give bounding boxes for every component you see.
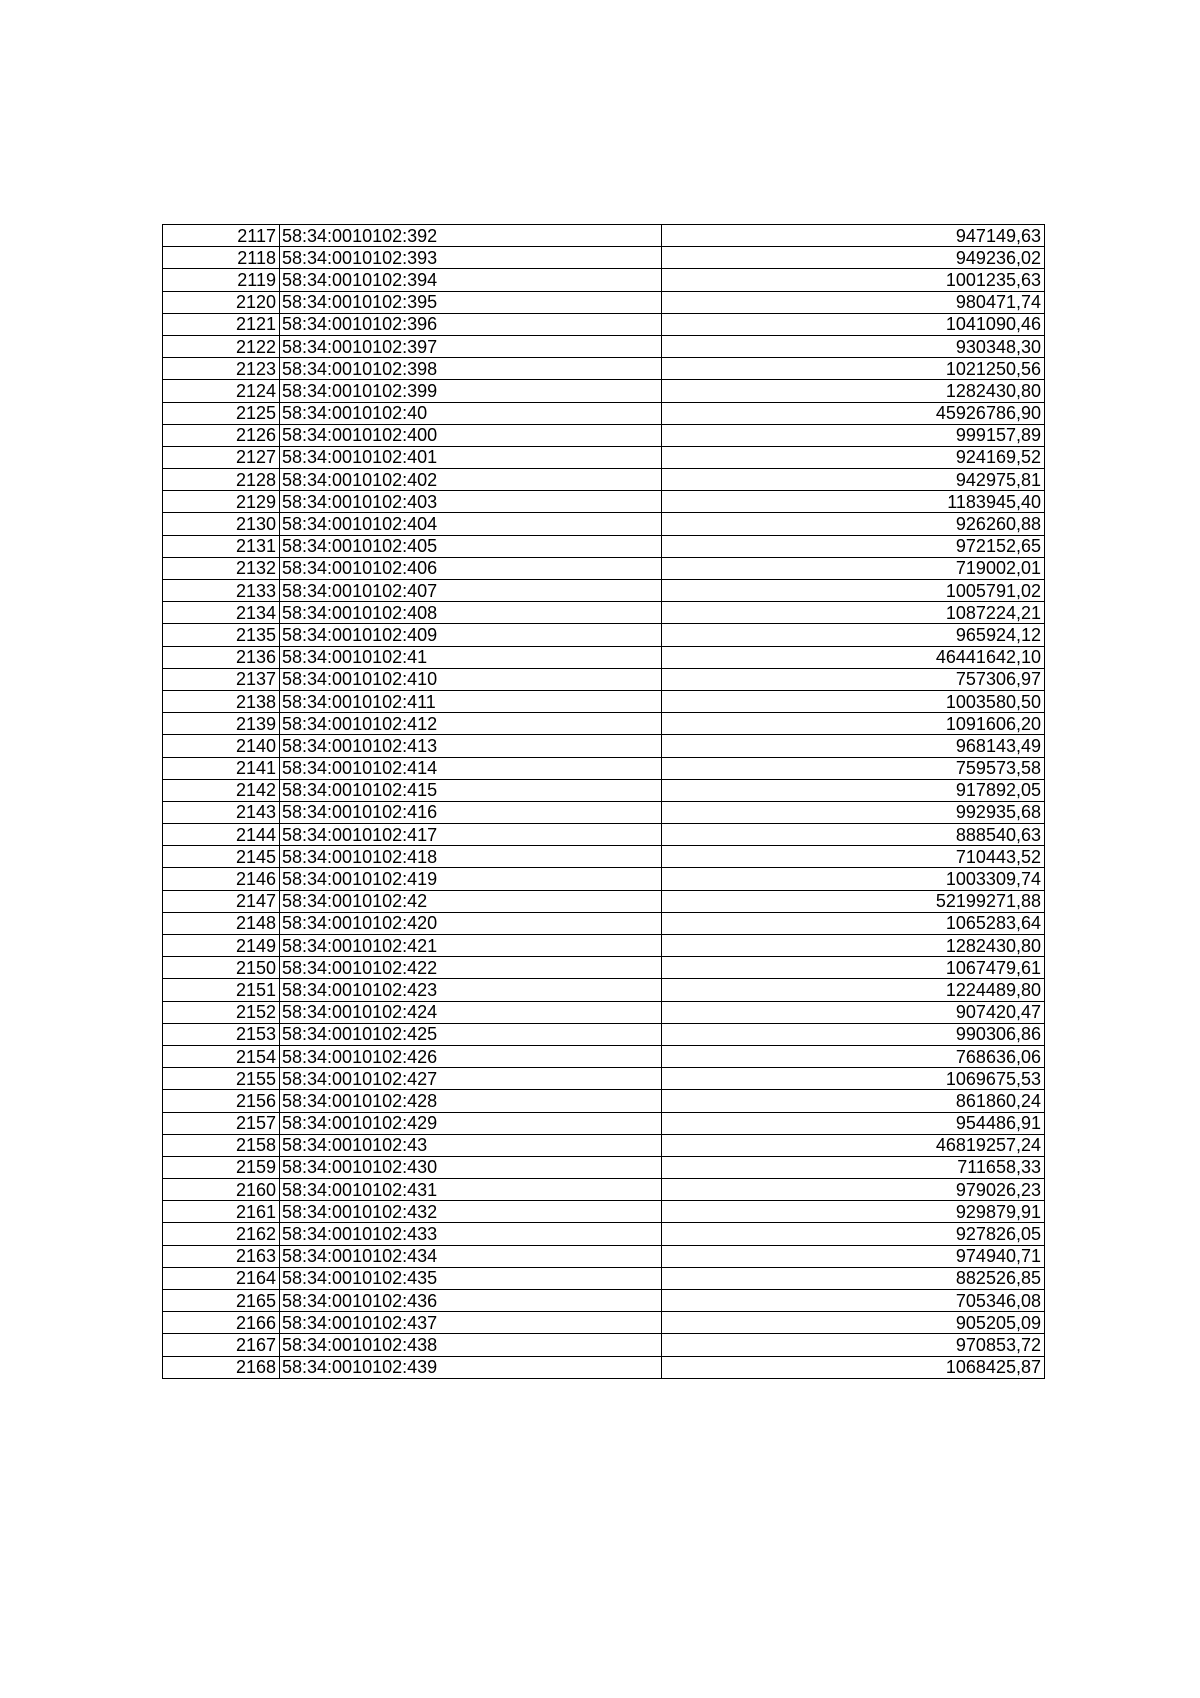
table-row: [163, 247, 1045, 269]
row-number-cell: 2126: [163, 424, 280, 446]
table-row: [163, 380, 1045, 402]
row-number-cell: 2154: [163, 1045, 280, 1067]
table-body: [163, 225, 1045, 1379]
cadastral-number-cell: 58:34:0010102:40: [280, 402, 662, 424]
cadastral-value-cell: 52199271,88: [662, 890, 1045, 912]
cadastral-value-cell: 954486,91: [662, 1112, 1045, 1134]
cadastral-number-cell: 58:34:0010102:430: [280, 1156, 662, 1178]
cadastral-value-cell: 1224489,80: [662, 979, 1045, 1001]
cadastral-number-cell: 58:34:0010102:405: [280, 535, 662, 557]
cadastral-value-table: [162, 224, 1045, 1379]
row-number-cell: 2124: [163, 380, 280, 402]
row-number-cell: 2163: [163, 1245, 280, 1267]
cadastral-value-cell: 970853,72: [662, 1334, 1045, 1356]
table-row: [163, 935, 1045, 957]
table-row: [163, 624, 1045, 646]
cadastral-number-cell: 58:34:0010102:408: [280, 602, 662, 624]
row-number-cell: 2153: [163, 1023, 280, 1045]
row-number-cell: 2140: [163, 735, 280, 757]
cadastral-number-cell: 58:34:0010102:431: [280, 1179, 662, 1201]
cadastral-number-cell: 58:34:0010102:432: [280, 1201, 662, 1223]
table-row: [163, 912, 1045, 934]
row-number-cell: 2151: [163, 979, 280, 1001]
cadastral-number-cell: 58:34:0010102:416: [280, 801, 662, 823]
table-row: [163, 1068, 1045, 1090]
cadastral-value-cell: 947149,63: [662, 225, 1045, 247]
cadastral-number-cell: 58:34:0010102:407: [280, 580, 662, 602]
cadastral-number-cell: 58:34:0010102:414: [280, 757, 662, 779]
cadastral-number-cell: 58:34:0010102:426: [280, 1045, 662, 1067]
row-number-cell: 2117: [163, 225, 280, 247]
table-row: [163, 491, 1045, 513]
cadastral-number-cell: 58:34:0010102:396: [280, 313, 662, 335]
cadastral-value-cell: 926260,88: [662, 513, 1045, 535]
cadastral-value-cell: 882526,85: [662, 1267, 1045, 1289]
cadastral-number-cell: 58:34:0010102:438: [280, 1334, 662, 1356]
cadastral-number-cell: 58:34:0010102:409: [280, 624, 662, 646]
table-row: [163, 1290, 1045, 1312]
table-row: [163, 358, 1045, 380]
cadastral-value-cell: 1005791,02: [662, 580, 1045, 602]
cadastral-number-cell: 58:34:0010102:433: [280, 1223, 662, 1245]
cadastral-value-cell: 711658,33: [662, 1156, 1045, 1178]
row-number-cell: 2159: [163, 1156, 280, 1178]
row-number-cell: 2156: [163, 1090, 280, 1112]
row-number-cell: 2139: [163, 713, 280, 735]
row-number-cell: 2168: [163, 1356, 280, 1378]
table-row: [163, 979, 1045, 1001]
table-row: [163, 225, 1045, 247]
cadastral-value-cell: 990306,86: [662, 1023, 1045, 1045]
table-row: [163, 469, 1045, 491]
table-row: [163, 580, 1045, 602]
cadastral-number-cell: 58:34:0010102:421: [280, 935, 662, 957]
row-number-cell: 2165: [163, 1290, 280, 1312]
table-row: [163, 424, 1045, 446]
row-number-cell: 2128: [163, 469, 280, 491]
row-number-cell: 2135: [163, 624, 280, 646]
row-number-cell: 2147: [163, 890, 280, 912]
cadastral-number-cell: 58:34:0010102:428: [280, 1090, 662, 1112]
row-number-cell: 2121: [163, 313, 280, 335]
cadastral-value-cell: 861860,24: [662, 1090, 1045, 1112]
row-number-cell: 2148: [163, 912, 280, 934]
cadastral-number-cell: 58:34:0010102:404: [280, 513, 662, 535]
table-row: [163, 1112, 1045, 1134]
cadastral-number-cell: 58:34:0010102:412: [280, 713, 662, 735]
row-number-cell: 2145: [163, 846, 280, 868]
cadastral-number-cell: 58:34:0010102:400: [280, 424, 662, 446]
cadastral-number-cell: 58:34:0010102:413: [280, 735, 662, 757]
row-number-cell: 2158: [163, 1134, 280, 1156]
cadastral-number-cell: 58:34:0010102:394: [280, 269, 662, 291]
row-number-cell: 2138: [163, 690, 280, 712]
row-number-cell: 2136: [163, 646, 280, 668]
cadastral-value-cell: 1003309,74: [662, 868, 1045, 890]
cadastral-value-cell: 1091606,20: [662, 713, 1045, 735]
cadastral-value-cell: 46819257,24: [662, 1134, 1045, 1156]
table-row: [163, 646, 1045, 668]
row-number-cell: 2133: [163, 580, 280, 602]
cadastral-value-cell: 1282430,80: [662, 380, 1045, 402]
table-row: [163, 1267, 1045, 1289]
cadastral-number-cell: 58:34:0010102:392: [280, 225, 662, 247]
row-number-cell: 2149: [163, 935, 280, 957]
cadastral-value-cell: 979026,23: [662, 1179, 1045, 1201]
row-number-cell: 2157: [163, 1112, 280, 1134]
document-page: [162, 224, 1044, 1379]
cadastral-number-cell: 58:34:0010102:420: [280, 912, 662, 934]
cadastral-number-cell: 58:34:0010102:399: [280, 380, 662, 402]
cadastral-number-cell: 58:34:0010102:429: [280, 1112, 662, 1134]
row-number-cell: 2167: [163, 1334, 280, 1356]
cadastral-value-cell: 705346,08: [662, 1290, 1045, 1312]
row-number-cell: 2143: [163, 801, 280, 823]
cadastral-value-cell: 768636,06: [662, 1045, 1045, 1067]
row-number-cell: 2150: [163, 957, 280, 979]
table-row: [163, 402, 1045, 424]
cadastral-value-cell: 1067479,61: [662, 957, 1045, 979]
cadastral-value-cell: 942975,81: [662, 469, 1045, 491]
table-row: [163, 1001, 1045, 1023]
cadastral-value-cell: 46441642,10: [662, 646, 1045, 668]
cadastral-number-cell: 58:34:0010102:42: [280, 890, 662, 912]
cadastral-value-cell: 1003580,50: [662, 690, 1045, 712]
row-number-cell: 2152: [163, 1001, 280, 1023]
row-number-cell: 2123: [163, 358, 280, 380]
cadastral-value-cell: 1087224,21: [662, 602, 1045, 624]
table-row: [163, 1223, 1045, 1245]
table-row: [163, 868, 1045, 890]
table-row: [163, 1356, 1045, 1378]
table-row: [163, 713, 1045, 735]
cadastral-number-cell: 58:34:0010102:403: [280, 491, 662, 513]
row-number-cell: 2155: [163, 1068, 280, 1090]
row-number-cell: 2125: [163, 402, 280, 424]
cadastral-value-cell: 992935,68: [662, 801, 1045, 823]
cadastral-number-cell: 58:34:0010102:424: [280, 1001, 662, 1023]
cadastral-number-cell: 58:34:0010102:436: [280, 1290, 662, 1312]
cadastral-value-cell: 1001235,63: [662, 269, 1045, 291]
cadastral-value-cell: 929879,91: [662, 1201, 1045, 1223]
cadastral-number-cell: 58:34:0010102:434: [280, 1245, 662, 1267]
cadastral-number-cell: 58:34:0010102:393: [280, 247, 662, 269]
cadastral-value-cell: 917892,05: [662, 779, 1045, 801]
cadastral-value-cell: 972152,65: [662, 535, 1045, 557]
table-row: [163, 690, 1045, 712]
cadastral-value-cell: 924169,52: [662, 446, 1045, 468]
table-row: [163, 291, 1045, 313]
row-number-cell: 2120: [163, 291, 280, 313]
cadastral-value-cell: 949236,02: [662, 247, 1045, 269]
table-row: [163, 1312, 1045, 1334]
row-number-cell: 2119: [163, 269, 280, 291]
cadastral-value-cell: 968143,49: [662, 735, 1045, 757]
table-row: [163, 1156, 1045, 1178]
table-row: [163, 513, 1045, 535]
row-number-cell: 2127: [163, 446, 280, 468]
cadastral-number-cell: 58:34:0010102:41: [280, 646, 662, 668]
cadastral-number-cell: 58:34:0010102:435: [280, 1267, 662, 1289]
table-row: [163, 446, 1045, 468]
cadastral-value-cell: 1282430,80: [662, 935, 1045, 957]
row-number-cell: 2164: [163, 1267, 280, 1289]
row-number-cell: 2146: [163, 868, 280, 890]
table-row: [163, 735, 1045, 757]
table-row: [163, 1045, 1045, 1067]
cadastral-number-cell: 58:34:0010102:406: [280, 557, 662, 579]
cadastral-value-cell: 999157,89: [662, 424, 1045, 446]
table-row: [163, 335, 1045, 357]
table-row: [163, 757, 1045, 779]
cadastral-value-cell: 888540,63: [662, 824, 1045, 846]
cadastral-value-cell: 757306,97: [662, 668, 1045, 690]
cadastral-value-cell: 930348,30: [662, 335, 1045, 357]
table-row: [163, 1023, 1045, 1045]
cadastral-number-cell: 58:34:0010102:415: [280, 779, 662, 801]
row-number-cell: 2142: [163, 779, 280, 801]
row-number-cell: 2160: [163, 1179, 280, 1201]
cadastral-number-cell: 58:34:0010102:439: [280, 1356, 662, 1378]
cadastral-number-cell: 58:34:0010102:425: [280, 1023, 662, 1045]
table-row: [163, 801, 1045, 823]
cadastral-value-cell: 907420,47: [662, 1001, 1045, 1023]
cadastral-value-cell: 719002,01: [662, 557, 1045, 579]
cadastral-value-cell: 759573,58: [662, 757, 1045, 779]
cadastral-value-cell: 710443,52: [662, 846, 1045, 868]
table-row: [163, 1090, 1045, 1112]
table-row: [163, 557, 1045, 579]
row-number-cell: 2144: [163, 824, 280, 846]
row-number-cell: 2162: [163, 1223, 280, 1245]
cadastral-number-cell: 58:34:0010102:402: [280, 469, 662, 491]
cadastral-value-cell: 1068425,87: [662, 1356, 1045, 1378]
cadastral-value-cell: 965924,12: [662, 624, 1045, 646]
table-row: [163, 535, 1045, 557]
row-number-cell: 2141: [163, 757, 280, 779]
cadastral-value-cell: 1069675,53: [662, 1068, 1045, 1090]
row-number-cell: 2161: [163, 1201, 280, 1223]
cadastral-value-cell: 1041090,46: [662, 313, 1045, 335]
cadastral-number-cell: 58:34:0010102:395: [280, 291, 662, 313]
table-row: [163, 1134, 1045, 1156]
table-row: [163, 1334, 1045, 1356]
cadastral-number-cell: 58:34:0010102:397: [280, 335, 662, 357]
row-number-cell: 2129: [163, 491, 280, 513]
cadastral-value-cell: 1183945,40: [662, 491, 1045, 513]
table-row: [163, 602, 1045, 624]
table-row: [163, 846, 1045, 868]
row-number-cell: 2132: [163, 557, 280, 579]
table-row: [163, 824, 1045, 846]
cadastral-value-cell: 1021250,56: [662, 358, 1045, 380]
cadastral-number-cell: 58:34:0010102:437: [280, 1312, 662, 1334]
cadastral-number-cell: 58:34:0010102:419: [280, 868, 662, 890]
row-number-cell: 2118: [163, 247, 280, 269]
cadastral-number-cell: 58:34:0010102:423: [280, 979, 662, 1001]
cadastral-value-cell: 980471,74: [662, 291, 1045, 313]
row-number-cell: 2122: [163, 335, 280, 357]
table-row: [163, 269, 1045, 291]
cadastral-number-cell: 58:34:0010102:417: [280, 824, 662, 846]
cadastral-value-cell: 905205,09: [662, 1312, 1045, 1334]
cadastral-number-cell: 58:34:0010102:410: [280, 668, 662, 690]
row-number-cell: 2137: [163, 668, 280, 690]
table-row: [163, 1201, 1045, 1223]
cadastral-number-cell: 58:34:0010102:422: [280, 957, 662, 979]
table-row: [163, 1179, 1045, 1201]
table-row: [163, 1245, 1045, 1267]
cadastral-number-cell: 58:34:0010102:401: [280, 446, 662, 468]
table-row: [163, 890, 1045, 912]
cadastral-number-cell: 58:34:0010102:418: [280, 846, 662, 868]
cadastral-number-cell: 58:34:0010102:427: [280, 1068, 662, 1090]
cadastral-number-cell: 58:34:0010102:398: [280, 358, 662, 380]
cadastral-value-cell: 45926786,90: [662, 402, 1045, 424]
cadastral-number-cell: 58:34:0010102:411: [280, 690, 662, 712]
row-number-cell: 2166: [163, 1312, 280, 1334]
cadastral-number-cell: 58:34:0010102:43: [280, 1134, 662, 1156]
table-row: [163, 668, 1045, 690]
cadastral-value-cell: 974940,71: [662, 1245, 1045, 1267]
table-row: [163, 313, 1045, 335]
cadastral-value-cell: 1065283,64: [662, 912, 1045, 934]
row-number-cell: 2130: [163, 513, 280, 535]
cadastral-value-cell: 927826,05: [662, 1223, 1045, 1245]
table-row: [163, 957, 1045, 979]
row-number-cell: 2134: [163, 602, 280, 624]
row-number-cell: 2131: [163, 535, 280, 557]
table-row: [163, 779, 1045, 801]
